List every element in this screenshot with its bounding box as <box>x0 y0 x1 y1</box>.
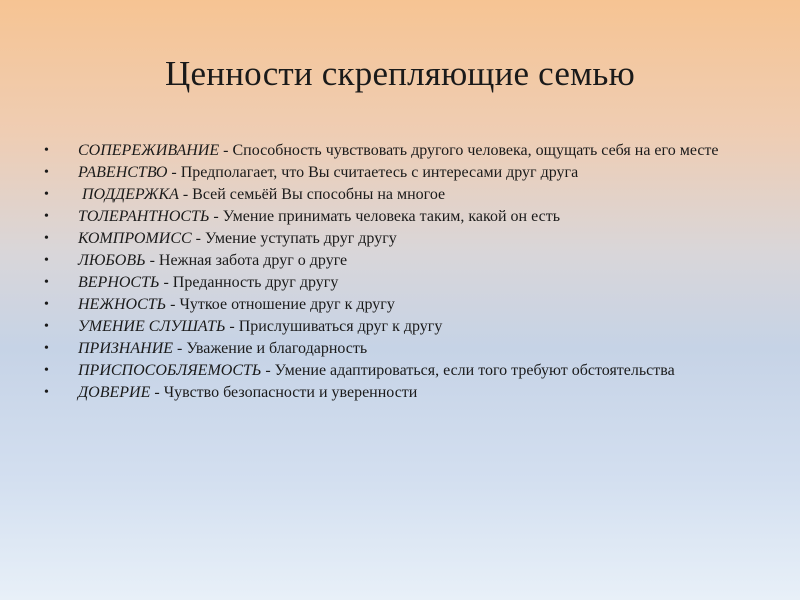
list-item <box>44 230 744 247</box>
item-description: - Способность чувствовать другого человека, ощущать себя на его месте <box>219 142 719 159</box>
item-description: - Всей семьёй Вы способны на многое <box>178 186 446 203</box>
item-term: ЛЮБОВЬ <box>78 252 146 269</box>
bullet-icon: • <box>44 231 49 246</box>
bullet-icon: • <box>44 385 49 400</box>
values-list <box>44 142 744 406</box>
bullet-icon: • <box>44 143 49 158</box>
list-item <box>44 274 744 291</box>
list-item <box>44 340 744 357</box>
slide-title: Ценности скрепляющие семью <box>165 54 635 93</box>
list-item <box>44 362 744 379</box>
item-term: НЕЖНОСТЬ <box>78 296 167 313</box>
item-term: ПРИСПОСОБЛЯЕМОСТЬ <box>78 362 262 379</box>
list-item <box>44 384 744 401</box>
item-description: - Умение принимать человека таким, какой он есть <box>209 208 561 225</box>
list-item <box>44 208 744 225</box>
list-item <box>44 142 744 159</box>
item-description: - Умение адаптироваться, если того требуют обстоятельства <box>261 362 675 379</box>
item-term: ТОЛЕРАНТНОСТЬ <box>78 208 210 225</box>
bullet-icon: • <box>44 187 49 202</box>
item-term: ДОВЕРИЕ <box>78 384 151 401</box>
list-item <box>44 186 744 203</box>
list-item <box>44 164 744 181</box>
item-description: - Прислушиваться друг к другу <box>225 318 443 335</box>
bullet-icon: • <box>44 253 49 268</box>
bullet-icon: • <box>44 165 49 180</box>
item-description: - Предполагает, что Вы считаетесь с интересами друг друга <box>167 164 579 181</box>
item-description: - Чуткое отношение друг к другу <box>166 296 395 313</box>
item-term: СОПЕРЕЖИВАНИЕ <box>78 142 220 159</box>
item-term: ВЕРНОСТЬ <box>78 274 160 291</box>
bullet-icon: • <box>44 363 49 378</box>
list-item <box>44 296 744 313</box>
bullet-icon: • <box>44 319 49 334</box>
item-term: КОМПРОМИСС <box>78 230 192 247</box>
item-description: - Чувство безопасности и уверенности <box>150 384 418 401</box>
item-term: УМЕНИЕ СЛУШАТЬ <box>78 318 226 335</box>
item-description: - Умение уступать друг другу <box>191 230 397 247</box>
bullet-icon: • <box>44 297 49 312</box>
item-term: ПОДДЕРЖКА <box>78 186 179 203</box>
item-description: - Нежная забота друг о друге <box>145 252 348 269</box>
list-item <box>44 252 744 269</box>
list-item <box>44 318 744 335</box>
bullet-icon: • <box>44 341 49 356</box>
bullet-icon: • <box>44 209 49 224</box>
item-description: - Уважение и благодарность <box>173 340 368 357</box>
bullet-icon: • <box>44 275 49 290</box>
item-term: РАВЕНСТВО <box>78 164 168 181</box>
item-description: - Преданность друг другу <box>159 274 339 291</box>
item-term: ПРИЗНАНИЕ <box>78 340 174 357</box>
